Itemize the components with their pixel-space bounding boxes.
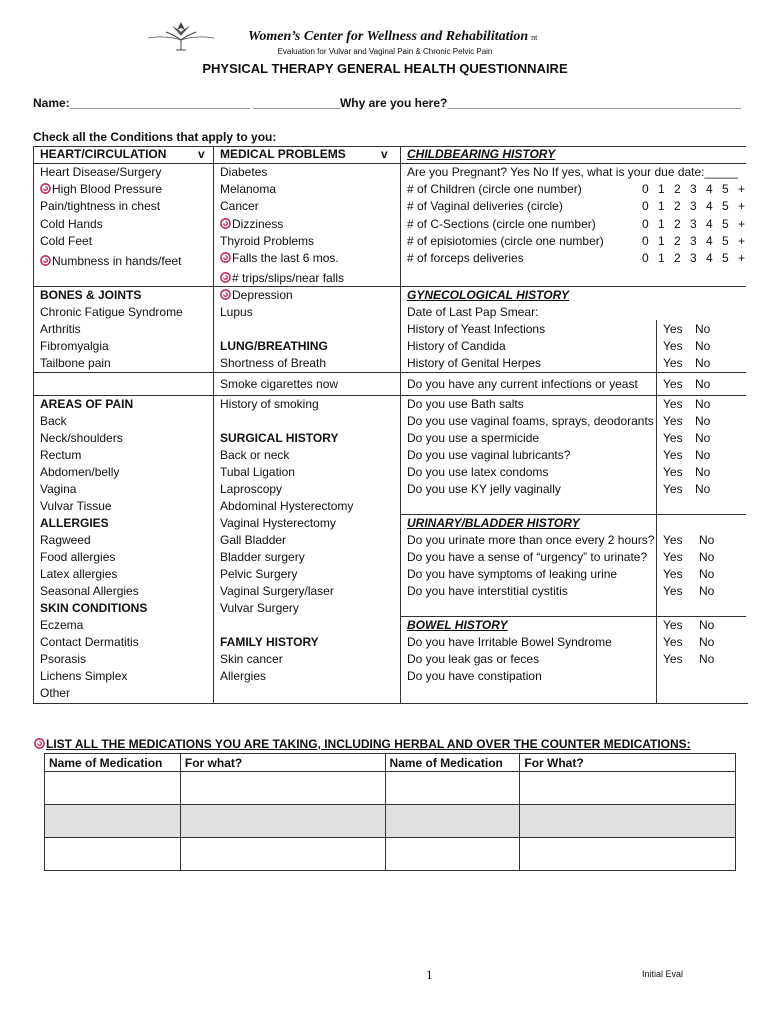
number-scale[interactable]: 0 1 2 3 4 5 + (642, 182, 749, 196)
gyn-heading: GYNECOLOGICAL HISTORY (407, 288, 570, 302)
medications-table (44, 753, 736, 871)
number-scale[interactable]: 0 1 2 3 4 5 + (642, 199, 749, 213)
yes-option[interactable]: Yes (663, 431, 683, 445)
yes-option[interactable]: Yes (663, 465, 683, 479)
no-option[interactable]: No (699, 584, 715, 598)
yes-no-question: Do you leak gas or feces (407, 652, 540, 666)
condition-item[interactable]: Skin cancer (220, 652, 283, 666)
purpose-cell[interactable] (520, 772, 736, 805)
check-column-marker: v (198, 147, 205, 161)
condition-item[interactable]: Allergies (220, 669, 267, 683)
yes-no-question: Do you have symptoms of leaking urine (407, 567, 618, 581)
column-header: For What? (520, 754, 736, 772)
condition-item[interactable]: Smoke cigarettes now (220, 377, 339, 391)
condition-item[interactable]: Falls the last 6 mos. (220, 251, 339, 265)
medical-heading: MEDICAL PROBLEMS (220, 147, 346, 161)
yes-option[interactable]: Yes (663, 482, 683, 496)
condition-item[interactable]: Pain/tightness in chest (40, 199, 161, 213)
urinary-heading: URINARY/BLADDER HISTORY (407, 516, 580, 530)
condition-item[interactable]: History of smoking (220, 397, 319, 411)
no-option[interactable]: No (695, 482, 711, 496)
yes-no-question: Do you have Irritable Bowel Syndrome (407, 635, 612, 649)
form-subtitle: Evaluation for Vulvar and Vaginal Pain & Chronic Pelvic Pain (277, 47, 493, 56)
number-scale[interactable]: 0 1 2 3 4 5 + (642, 234, 749, 248)
yes-option[interactable]: Yes (663, 635, 683, 649)
no-option[interactable]: No (695, 377, 711, 391)
condition-item[interactable]: Vagina (40, 482, 77, 496)
pregnant-question[interactable]: Are you Pregnant? Yes No If yes, what is your due date:_____ (407, 165, 738, 179)
grid-line (33, 146, 34, 703)
no-option[interactable]: No (699, 652, 715, 666)
organization-name: Women’s Center for Wellness and Rehabilitation nt (248, 29, 538, 44)
yes-no-question: History of Candida (407, 339, 506, 353)
purpose-cell[interactable] (180, 772, 385, 805)
condition-item[interactable]: Heart Disease/Surgery (40, 165, 162, 179)
yes-option[interactable]: Yes (663, 356, 683, 370)
table-row (45, 805, 736, 838)
swirl-icon (220, 289, 231, 300)
condition-item[interactable]: Vaginal Surgery/laser (220, 584, 334, 598)
medication-cell[interactable] (45, 805, 181, 838)
swirl-icon (220, 252, 231, 263)
yes-no-question: History of Yeast Infections (407, 322, 546, 336)
medication-cell[interactable] (45, 838, 181, 871)
condition-item[interactable]: Arthritis (40, 322, 81, 336)
yes-option[interactable]: Yes (663, 618, 683, 632)
condition-item[interactable]: Food allergies (40, 550, 116, 564)
condition-item[interactable]: Vulvar Surgery (220, 601, 299, 615)
child-question: # of Children (circle one number) (407, 182, 582, 196)
condition-item[interactable]: Chronic Fatigue Syndrome (40, 305, 183, 319)
grid-line (400, 616, 746, 617)
condition-item[interactable]: Neck/shoulders (40, 431, 123, 445)
footer-note: Initial Eval (642, 969, 684, 979)
swirl-icon (40, 183, 51, 194)
table-row (45, 772, 736, 805)
no-option[interactable]: No (699, 618, 715, 632)
yes-option[interactable]: Yes (663, 414, 683, 428)
surgical-heading: SURGICAL HISTORY (220, 431, 339, 445)
no-option[interactable]: No (695, 356, 711, 370)
condition-item[interactable]: Cold Hands (40, 217, 103, 231)
grid-line (33, 395, 746, 396)
swirl-icon (34, 738, 45, 749)
medication-cell[interactable] (45, 772, 181, 805)
heart-heading: HEART/CIRCULATION (40, 147, 167, 161)
purpose-cell[interactable] (520, 838, 736, 871)
condition-item[interactable]: Tubal Ligation (220, 465, 295, 479)
column-header: For what? (180, 754, 385, 772)
swirl-icon (220, 272, 231, 283)
grid-line (33, 286, 400, 287)
condition-item[interactable]: Abdominal Hysterectomy (220, 499, 354, 513)
no-option[interactable]: No (695, 322, 711, 336)
yes-option[interactable]: Yes (663, 550, 683, 564)
no-option[interactable]: No (695, 339, 711, 353)
family-heading: FAMILY HISTORY (220, 635, 319, 649)
check-heading: Check all the Conditions that apply to you: (33, 130, 277, 144)
grid-line (400, 146, 401, 703)
condition-item[interactable]: Gall Bladder (220, 533, 287, 547)
no-option[interactable]: No (695, 465, 711, 479)
yes-no-question: Do you have any current infections or yeast (407, 377, 638, 391)
check-column-marker: v (381, 147, 388, 161)
name-reason-line[interactable]: Name:___________________________ _____________Why are you here?____________________________________________ (33, 96, 741, 110)
yes-no-question: History of Genital Herpes (407, 356, 542, 370)
yes-option[interactable]: Yes (663, 652, 683, 666)
medication-cell[interactable] (385, 805, 520, 838)
no-option[interactable]: No (699, 550, 715, 564)
condition-item[interactable]: Shortness of Breath (220, 356, 327, 370)
child-question: # of Vaginal deliveries (circle) (407, 199, 563, 213)
condition-item[interactable]: Lichens Simplex (40, 669, 128, 683)
condition-item[interactable]: Eczema (40, 618, 84, 632)
yes-no-question: Do you use latex condoms (407, 465, 549, 479)
no-option[interactable]: No (695, 397, 711, 411)
grid-line (656, 320, 657, 703)
column-header: Name of Medication (385, 754, 520, 772)
grid-line (33, 372, 746, 373)
grid-line (213, 146, 214, 703)
medication-cell[interactable] (385, 772, 520, 805)
yes-no-question: Do you use vaginal foams, sprays, deodorants (407, 414, 654, 428)
grid-line (33, 163, 746, 164)
condition-item[interactable]: Lupus (220, 305, 253, 319)
childbearing-heading: CHILDBEARING HISTORY (407, 147, 556, 161)
purpose-cell[interactable] (180, 805, 385, 838)
yes-option[interactable]: Yes (663, 377, 683, 391)
number-scale[interactable]: 0 1 2 3 4 5 + (642, 217, 749, 231)
yes-option[interactable]: Yes (663, 339, 683, 353)
yes-no-question: Do you use vaginal lubricants? (407, 448, 571, 462)
column-header: Name of Medication (45, 754, 181, 772)
condition-item[interactable]: High Blood Pressure (40, 182, 162, 196)
condition-item[interactable]: Fibromyalgia (40, 339, 109, 353)
form-title: PHYSICAL THERAPY GENERAL HEALTH QUESTIONNAIRE (202, 61, 568, 76)
grid-line (400, 514, 746, 515)
purpose-cell[interactable] (180, 838, 385, 871)
pap-question[interactable]: Date of Last Pap Smear: (407, 305, 539, 319)
child-question: # of C-Sections (circle one number) (407, 217, 596, 231)
yes-option[interactable]: Yes (663, 397, 683, 411)
grid-line (33, 703, 748, 704)
condition-item[interactable]: Contact Dermatitis (40, 635, 139, 649)
condition-item[interactable]: Numbness in hands/feet (40, 254, 181, 268)
condition-item[interactable]: Cold Feet (40, 234, 93, 248)
no-option[interactable]: No (695, 431, 711, 445)
grid-line (400, 286, 746, 287)
yes-no-question: Do you have constipation (407, 669, 542, 683)
yes-no-question: Do you use a spermicide (407, 431, 540, 445)
condition-item[interactable]: Seasonal Allergies (40, 584, 139, 598)
bowel-heading: BOWEL HISTORY (407, 618, 508, 632)
lung-heading: LUNG/BREATHING (220, 339, 328, 353)
condition-item[interactable]: Back or neck (220, 448, 290, 462)
condition-item[interactable]: Ragweed (40, 533, 91, 547)
yes-option[interactable]: Yes (663, 533, 683, 547)
swirl-icon (220, 218, 231, 229)
condition-item[interactable]: Psorasis (40, 652, 87, 666)
no-option[interactable]: No (699, 635, 715, 649)
table-row (45, 838, 736, 871)
condition-item[interactable]: Dizziness (220, 217, 283, 231)
condition-item[interactable]: Bladder surgery (220, 550, 305, 564)
child-question: # of episiotomies (circle one number) (407, 234, 604, 248)
condition-item[interactable]: Depression (220, 288, 293, 302)
no-option[interactable]: No (699, 567, 715, 581)
yes-no-question: Do you use Bath salts (407, 397, 524, 411)
yes-option[interactable]: Yes (663, 448, 683, 462)
condition-item[interactable]: Back (40, 414, 67, 428)
condition-item[interactable]: Thyroid Problems (220, 234, 315, 248)
condition-item[interactable]: Vaginal Hysterectomy (220, 516, 336, 530)
medications-heading: LIST ALL THE MEDICATIONS YOU ARE TAKING, INCLUDING HERBAL AND OVER THE COUNTER MEDICATIONS: (34, 737, 691, 751)
no-option[interactable]: No (695, 414, 711, 428)
condition-item[interactable]: Melanoma (220, 182, 277, 196)
condition-item[interactable]: Cancer (220, 199, 259, 213)
allergies-heading: ALLERGIES (40, 516, 109, 530)
yes-no-question: Do you urinate more than once every 2 hours? (407, 533, 655, 547)
skin-heading: SKIN CONDITIONS (40, 601, 148, 615)
page-number: 1 (426, 967, 433, 982)
yes-option[interactable]: Yes (663, 584, 683, 598)
medication-cell[interactable] (385, 838, 520, 871)
yes-no-question: Do you have interstitial cystitis (407, 584, 568, 598)
swirl-icon (40, 255, 51, 266)
condition-item[interactable]: Other (40, 686, 71, 700)
yes-no-question: Do you use KY jelly vaginally (407, 482, 561, 496)
bones-heading: BONES & JOINTS (40, 288, 142, 302)
condition-item[interactable]: # trips/slips/near falls (220, 271, 344, 285)
number-scale[interactable]: 0 1 2 3 4 5 + (642, 251, 749, 265)
condition-item[interactable]: Abdomen/belly (40, 465, 120, 479)
condition-item[interactable]: Rectum (40, 448, 82, 462)
condition-item[interactable]: Laproscopy (220, 482, 283, 496)
condition-item[interactable]: Vulvar Tissue (40, 499, 112, 513)
condition-item[interactable]: Diabetes (220, 165, 268, 179)
yes-option[interactable]: Yes (663, 567, 683, 581)
yes-option[interactable]: Yes (663, 322, 683, 336)
condition-item[interactable]: Pelvic Surgery (220, 567, 298, 581)
pain-heading: AREAS OF PAIN (40, 397, 134, 411)
condition-item[interactable]: Tailbone pain (40, 356, 111, 370)
child-question: # of forceps deliveries (407, 251, 524, 265)
purpose-cell[interactable] (520, 805, 736, 838)
yes-no-question: Do you have a sense of “urgency” to urinate? (407, 550, 648, 564)
condition-item[interactable]: Latex allergies (40, 567, 118, 581)
no-option[interactable]: No (699, 533, 715, 547)
no-option[interactable]: No (695, 448, 711, 462)
